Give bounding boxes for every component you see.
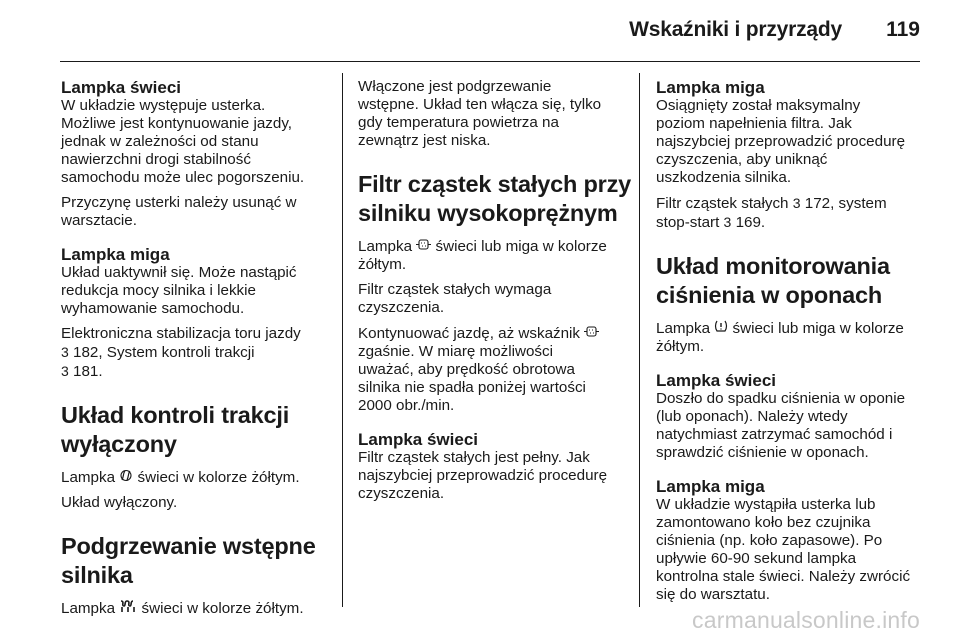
section-heading-traction-2: wyłączony: [61, 431, 177, 457]
text-line-ref: [61, 343, 337, 362]
text-line: silnika nie spadła poniżej wartości: [358, 379, 586, 396]
page-ref-arrow-icon: 3: [723, 214, 732, 230]
particulate-filter-icon: [416, 237, 431, 255]
text-line: Lampka świeci lub miga w kolorze: [656, 320, 904, 337]
text-line: Przyczynę usterki należy usunąć w: [61, 194, 297, 211]
text-line: upływie 60-90 sekund lampka: [656, 550, 857, 567]
subheading-lamp-on: Lampka świeci: [61, 78, 182, 97]
subheading-lamp-on: Lampka świeci: [656, 371, 777, 390]
text-line: zgaśnie. W miarę możliwości: [358, 343, 553, 360]
text-line: Lampka świeci w kolorze żółtym.: [61, 600, 304, 617]
subheading-lamp-blink: Lampka miga: [656, 78, 765, 97]
section-heading-tpms: Układ monitorowania: [656, 253, 890, 279]
text-line: gdy temperatura powietrza na: [358, 114, 559, 131]
text-line: najszybciej przeprowadzić procedurę: [656, 133, 906, 150]
particulate-filter-icon: [584, 324, 599, 342]
section-heading-traction: Układ kontroli trakcji: [61, 402, 290, 428]
text-line: Filtr cząstek stałych jest pełny. Jak: [358, 449, 590, 466]
text-line: nawierzchni drogi stabilność: [61, 151, 251, 168]
text-line-ref: Filtr cząstek stałych 3 172, system: [656, 195, 887, 212]
section-heading-preheat-2: silnika: [61, 562, 133, 588]
text-line: uszkodzenia silnika.: [656, 169, 792, 186]
section-heading-dpf: Filtr cząstek stałych przy: [358, 171, 632, 197]
column-3: [656, 78, 932, 604]
text-line: Lampka świeci lub miga w kolorze: [358, 238, 607, 255]
tc-off-icon: [119, 468, 133, 486]
page-header: [0, 0, 960, 62]
text-line: 2000 obr./min.: [358, 397, 455, 414]
watermark: carmanualsonline.info: [692, 607, 920, 633]
page-section-title: Wskaźniki i przyrządy: [629, 18, 842, 41]
text-line: czyszczenia, aby uniknąć: [656, 151, 828, 168]
page-number: 119: [886, 18, 920, 41]
text-line: czyszczenia.: [358, 299, 445, 316]
ref-link-traction[interactable]: 182, System kontroli trakcji: [73, 344, 255, 361]
ref-link-page[interactable]: 169.: [735, 214, 766, 231]
text-line: poziom napełnienia filtra. Jak: [656, 115, 852, 132]
subheading-lamp-on: Lampka świeci: [358, 430, 479, 449]
section-heading-dpf-2: silniku wysokoprężnym: [358, 200, 618, 226]
section-heading-preheat: Podgrzewanie wstępne: [61, 533, 316, 559]
ref-link-page[interactable]: 181.: [73, 363, 103, 380]
text-line: czyszczenia.: [358, 485, 445, 502]
text-line: samochodu może ulec pogorszeniu.: [61, 169, 305, 186]
column-1: [61, 78, 337, 618]
column-divider-1: [342, 73, 343, 607]
section-heading-tpms-2: ciśnienia w oponach: [656, 282, 883, 308]
column-divider-2: [639, 73, 640, 607]
text-line: natychmiast zatrzymać samochód i: [656, 426, 893, 443]
text-line: Lampka świeci w kolorze żółtym.: [61, 469, 300, 486]
text-line: wstępne. Układ ten włącza się, tylko: [358, 96, 602, 113]
text-line: warsztacie.: [61, 212, 137, 229]
text-line: żółtym.: [358, 256, 407, 273]
text-line: zewnątrz jest niska.: [358, 132, 491, 149]
text-line: się do warsztatu.: [656, 586, 770, 603]
text-line: najszybciej przeprowadzić procedurę: [358, 467, 608, 484]
text-line: Układ wyłączony.: [61, 494, 178, 511]
text-line: żółtym.: [656, 338, 705, 355]
text-line: wyhamowanie samochodu.: [61, 300, 245, 317]
text-line: kontrolna stale świeci. Należy zwrócić: [656, 568, 911, 585]
subheading-lamp-blink: Lampka miga: [656, 477, 765, 496]
text-line: Elektroniczna stabilizacja toru jazdy: [61, 325, 301, 342]
ref-link-page[interactable]: 172, system: [804, 195, 887, 212]
text-line: redukcja mocy silnika i lekkie: [61, 282, 256, 299]
text-line: Doszło do spadku ciśnienia w oponie: [656, 390, 906, 407]
page-ref-arrow-icon: 3: [792, 195, 801, 211]
text-line: Kontynuować jazdę, aż wskaźnik: [358, 324, 634, 343]
page-ref-arrow-icon: 3: [61, 363, 69, 379]
text-line-ref: stop-start 3 169.: [656, 214, 766, 231]
text-line: Filtr cząstek stałych wymaga: [358, 281, 552, 298]
tire-pressure-icon: [714, 319, 728, 337]
text-line: ciśnienia (np. koło zapasowe). Po: [656, 532, 883, 549]
column-2: [358, 78, 634, 503]
preheat-coil-icon: [119, 599, 137, 617]
text-line: Osiągnięty został maksymalny: [656, 97, 861, 114]
text-line: W układzie wystąpiła usterka lub: [656, 496, 876, 513]
page-ref-arrow-icon: 3: [61, 344, 69, 360]
text-line: W układzie występuje usterka.: [61, 97, 266, 114]
subheading-lamp-blink: Lampka miga: [61, 245, 170, 264]
text-line: jednak w zależności od stanu: [61, 133, 259, 150]
header-divider: [60, 61, 920, 62]
text-line: Układ uaktywnił się. Może nastąpić: [61, 264, 297, 281]
text-line: zamontowano koło bez czujnika: [656, 514, 871, 531]
text-line: (lub oponach). Należy wtedy: [656, 408, 848, 425]
text-line: uważać, aby prędkość obrotowa: [358, 361, 575, 378]
text-line-ref: [61, 362, 337, 381]
text-line: sprawdzić ciśnienie w oponach.: [656, 444, 869, 461]
text-line: Włączone jest podgrzewanie: [358, 78, 552, 95]
text-line: Możliwe jest kontynuowanie jazdy,: [61, 115, 293, 132]
